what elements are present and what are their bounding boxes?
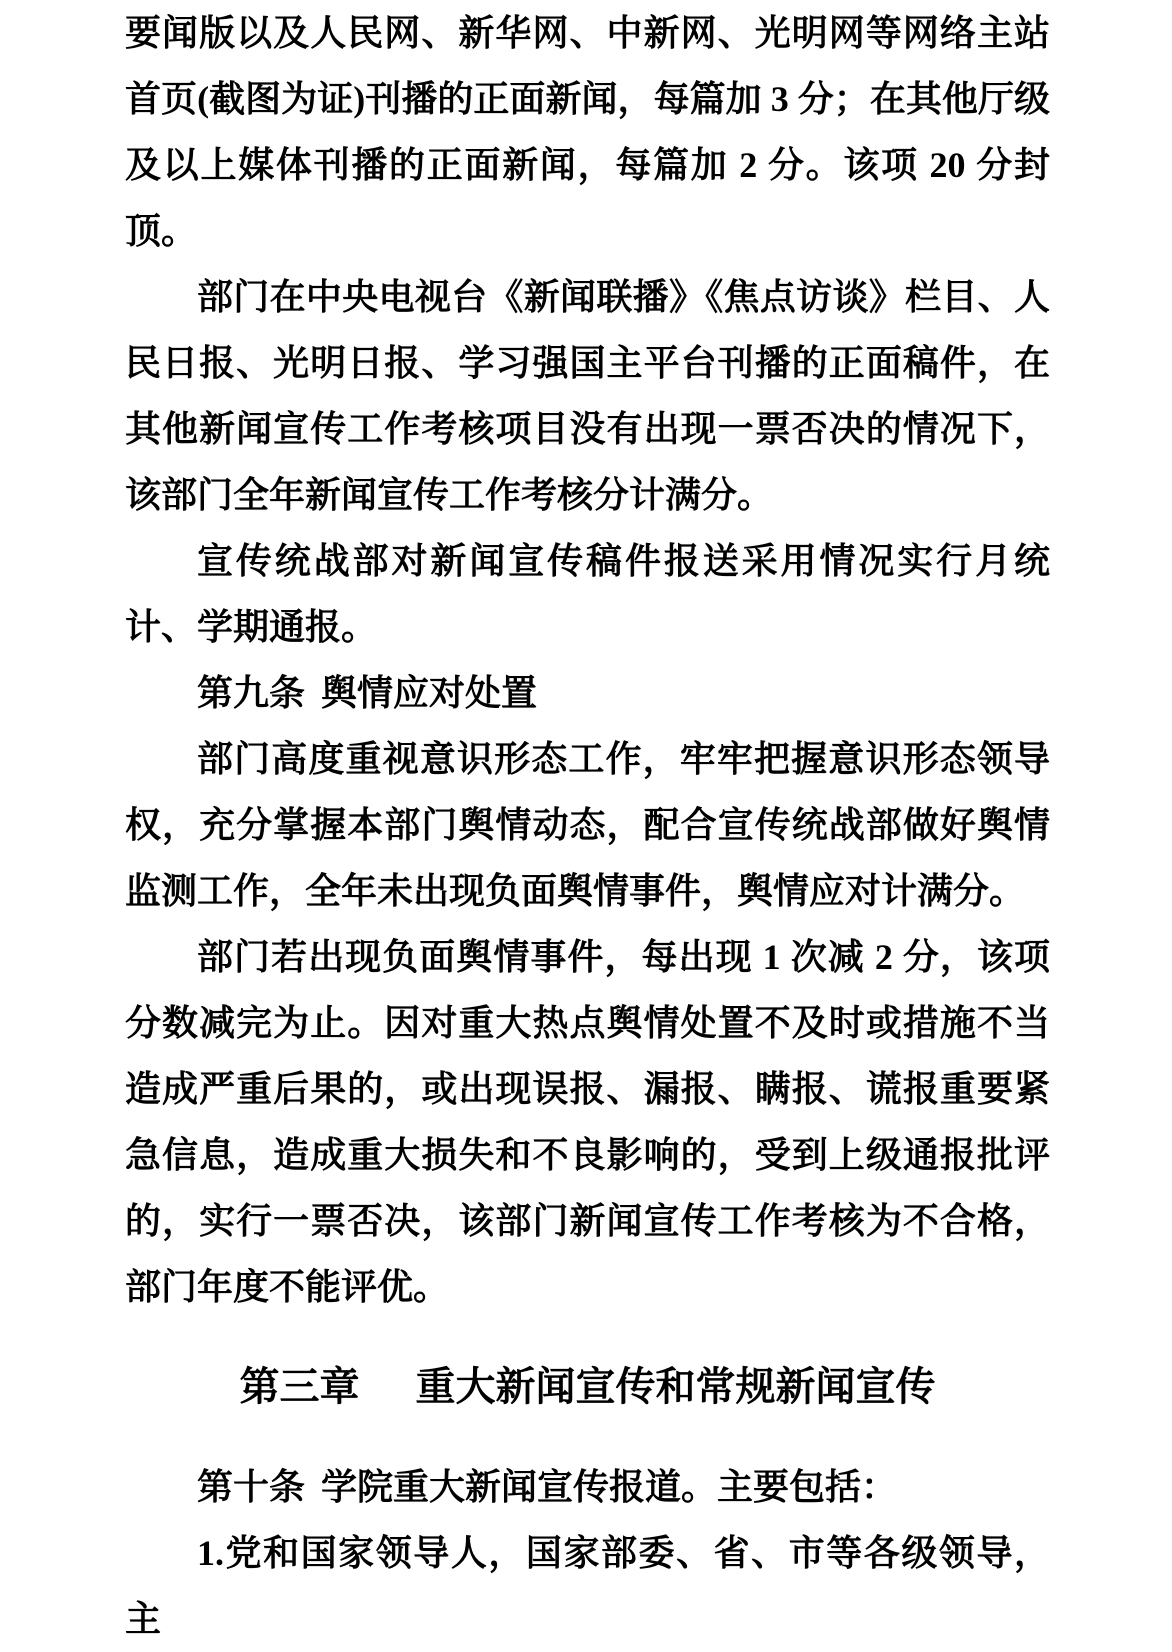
article-title: 学院重大新闻宣传报道。主要包括： [321,1466,898,1507]
article-number: 第九条 [197,672,306,714]
paragraph: 部门高度重视意识形态工作，牢牢把握意识形态领导权，充分掌握本部门舆情动态，配合宣传统战部做好舆情监测工作，全年未出现负面舆情事件，舆情应对计满分。 [125,739,1050,911]
paragraph: 宣传统战部对新闻宣传稿件报送采用情况实行月统计、学期通报。 [125,541,1050,647]
chapter-title: 重大新闻宣传和常规新闻宣传 [415,1365,936,1409]
paragraph: 部门在中央电视台《新闻联播》《焦点访谈》栏目、人民日报、光明日报、学习强国主平台刊播的正面稿件，在其他新闻宣传工作考核项目没有出现一票否决的情况下，该部门全年新闻宣传工作考核分计满分。 [125,277,1050,515]
article-title: 舆情应对处置 [321,672,538,713]
paragraph: 部门若出现负面舆情事件，每出现 1 次减 2 分，该项分数减完为止。因对重大热点舆情处置不及时或措施不当造成严重后果的，或出现误报、漏报、瞒报、谎报重要紧急信息，造成重大损失和不良影响的，受到上级通报批评的，实行一票否决，该部门新闻宣传工作考核为不合格，部门年度不能评优。 [125,937,1050,1307]
paragraph-list-item-1: 1.党和国家领导人，国家部委、省、市等各级领导，主 [125,1533,1050,1639]
article-heading-9 [125,660,1050,726]
paragraph-continuation: 要闻版以及人民网、新华网、中新网、光明网等网络主站首页(截图为证)刊播的正面新闻，每篇加 3 分；在其他厅级及以上媒体刊播的正面新闻，每篇加 2 分。该项 20 分封顶。 [125,13,1050,251]
article-number: 第十条 [197,1466,306,1508]
chapter-heading [125,1354,1050,1420]
article-heading-10 [125,1454,1050,1520]
chapter-number: 第三章 [239,1365,360,1409]
